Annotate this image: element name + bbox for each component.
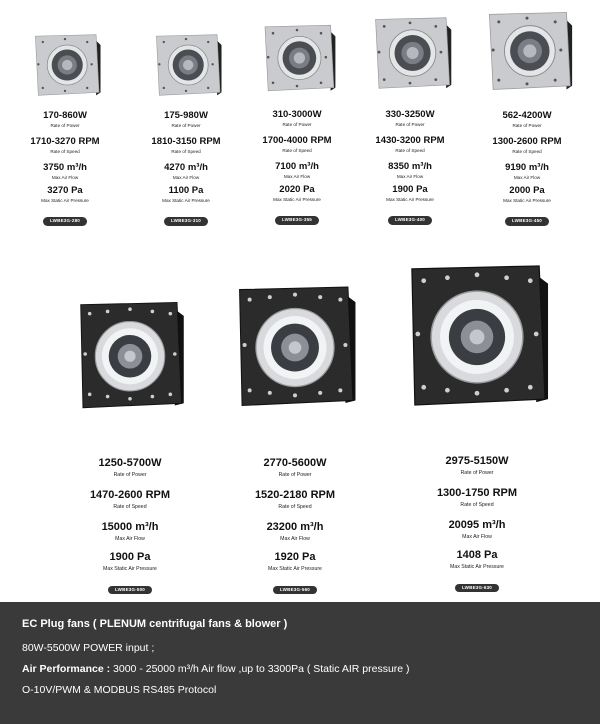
- model-badge: LWBE3G-310: [164, 217, 208, 226]
- product-card-280[interactable]: [15, 30, 115, 227]
- pressure-label: Max Static Air Pressure: [273, 196, 321, 202]
- pressure-value: 1100 Pa: [168, 185, 204, 197]
- speed-value: 1710-3270 RPM: [30, 136, 100, 148]
- product-card-560[interactable]: [225, 282, 365, 596]
- pressure-value: 1408 Pa: [456, 548, 498, 561]
- airflow-label: Max Air Flow: [51, 174, 79, 180]
- speed-label: Rate of Speed: [113, 504, 147, 511]
- product-card-500[interactable]: [70, 298, 190, 596]
- speed-label: Rate of Speed: [460, 502, 494, 509]
- pressure-label: Max Static Air Pressure: [162, 197, 210, 203]
- info-heading: EC Plug fans ( PLENUM centrifugal fans & blower ): [22, 618, 288, 630]
- plug-fan-image: [74, 298, 186, 410]
- power-value: 1250-5700W: [98, 457, 162, 469]
- airflow-label: Max Air Flow: [280, 536, 310, 543]
- plug-fan-image: [480, 6, 574, 96]
- power-value: 2770-5600W: [263, 457, 327, 469]
- plug-fan-image: [232, 282, 358, 408]
- speed-label: Rate of Speed: [512, 148, 542, 154]
- product-row-small: [0, 0, 600, 250]
- speed-value: 1810-3150 RPM: [151, 136, 221, 148]
- power-label: Rate of Power: [512, 122, 542, 128]
- power-label: Rate of Power: [395, 121, 425, 127]
- info-banner: [0, 602, 600, 724]
- model-badge: LWBE3G-630: [455, 584, 499, 593]
- airflow-value: 3750 m³/h: [43, 162, 87, 174]
- pressure-label: Max Static Air Pressure: [386, 196, 434, 202]
- model-badge: LWBE3G-355: [275, 216, 319, 225]
- speed-value: 1300-2600 RPM: [492, 136, 562, 148]
- air-performance-label: Air Performance :: [22, 663, 111, 675]
- plug-fan-image: [257, 20, 337, 96]
- info-air-performance-line: [22, 663, 578, 675]
- plug-fan-image: [28, 30, 102, 100]
- product-card-630[interactable]: [402, 260, 552, 594]
- speed-label: Rate of Speed: [278, 504, 312, 511]
- plug-fan-image: [149, 30, 223, 100]
- airflow-value: 7100 m³/h: [275, 161, 319, 173]
- airflow-label: Max Air Flow: [513, 174, 541, 180]
- air-performance-value: 3000 - 25000 m³/h Air flow ,up to 3300Pa ( Static AIR pressure ): [110, 663, 410, 675]
- product-card-355[interactable]: [243, 20, 351, 226]
- power-value: 310-3000W: [272, 109, 322, 120]
- speed-value: 1300-1750 RPM: [436, 487, 518, 500]
- speed-label: Rate of Speed: [395, 147, 425, 153]
- power-label: Rate of Power: [282, 121, 312, 127]
- pressure-label: Max Static Air Pressure: [450, 563, 504, 570]
- pressure-value: 3270 Pa: [47, 185, 83, 197]
- model-badge: LWBE3G-450: [505, 217, 549, 226]
- model-badge: LWBE3G-280: [43, 217, 87, 226]
- info-protocol-line: O-10V/PWM & MODBUS RS485 Protocol: [22, 684, 217, 696]
- pressure-value: 2020 Pa: [279, 184, 315, 196]
- pressure-value: 1900 Pa: [392, 184, 428, 196]
- pressure-value: 1900 Pa: [109, 550, 151, 563]
- airflow-label: Max Air Flow: [283, 173, 311, 179]
- product-row-large: [0, 250, 600, 600]
- speed-value: 1700-4000 RPM: [262, 135, 332, 147]
- product-card-400[interactable]: [355, 12, 465, 226]
- pressure-label: Max Static Air Pressure: [41, 197, 89, 203]
- product-card-310[interactable]: [136, 30, 236, 227]
- speed-label: Rate of Speed: [171, 148, 201, 154]
- power-label: Rate of Power: [171, 122, 201, 128]
- airflow-label: Max Air Flow: [396, 173, 424, 179]
- power-label: Rate of Power: [278, 472, 312, 478]
- speed-label: Rate of Speed: [50, 148, 80, 154]
- model-badge: LWBE3G-560: [273, 586, 317, 595]
- info-power-line: 80W-5500W POWER input ;: [22, 642, 155, 654]
- airflow-value: 15000 m³/h: [101, 521, 159, 534]
- pressure-value: 2000 Pa: [509, 185, 545, 197]
- plug-fan-image: [403, 260, 551, 408]
- airflow-label: Max Air Flow: [172, 174, 200, 180]
- airflow-value: 20095 m³/h: [448, 519, 506, 532]
- product-card-450[interactable]: [468, 6, 586, 227]
- airflow-value: 9190 m³/h: [505, 162, 549, 174]
- pressure-value: 1920 Pa: [274, 550, 316, 563]
- power-label: Rate of Power: [113, 472, 147, 478]
- speed-value: 1520-2180 RPM: [254, 489, 336, 502]
- plug-fan-image: [367, 12, 453, 94]
- power-value: 562-4200W: [502, 110, 552, 121]
- speed-label: Rate of Speed: [282, 147, 312, 153]
- power-label: Rate of Power: [50, 122, 80, 128]
- airflow-label: Max Air Flow: [115, 536, 145, 543]
- airflow-value: 4270 m³/h: [164, 162, 208, 174]
- power-value: 175-980W: [164, 110, 208, 121]
- airflow-value: 8350 m³/h: [388, 161, 432, 173]
- pressure-label: Max Static Air Pressure: [103, 565, 157, 572]
- pressure-label: Max Static Air Pressure: [503, 197, 551, 203]
- airflow-value: 23200 m³/h: [266, 521, 324, 534]
- power-value: 2975-5150W: [445, 455, 509, 467]
- pressure-label: Max Static Air Pressure: [268, 565, 322, 572]
- power-value: 330-3250W: [385, 109, 435, 120]
- power-value: 170-860W: [43, 110, 87, 121]
- airflow-label: Max Air Flow: [462, 534, 492, 541]
- speed-value: 1470-2600 RPM: [89, 489, 171, 502]
- model-badge: LWBE3G-400: [388, 216, 432, 225]
- speed-value: 1430-3200 RPM: [375, 135, 445, 147]
- model-badge: LWBE3G-500: [108, 586, 152, 595]
- power-label: Rate of Power: [460, 470, 494, 476]
